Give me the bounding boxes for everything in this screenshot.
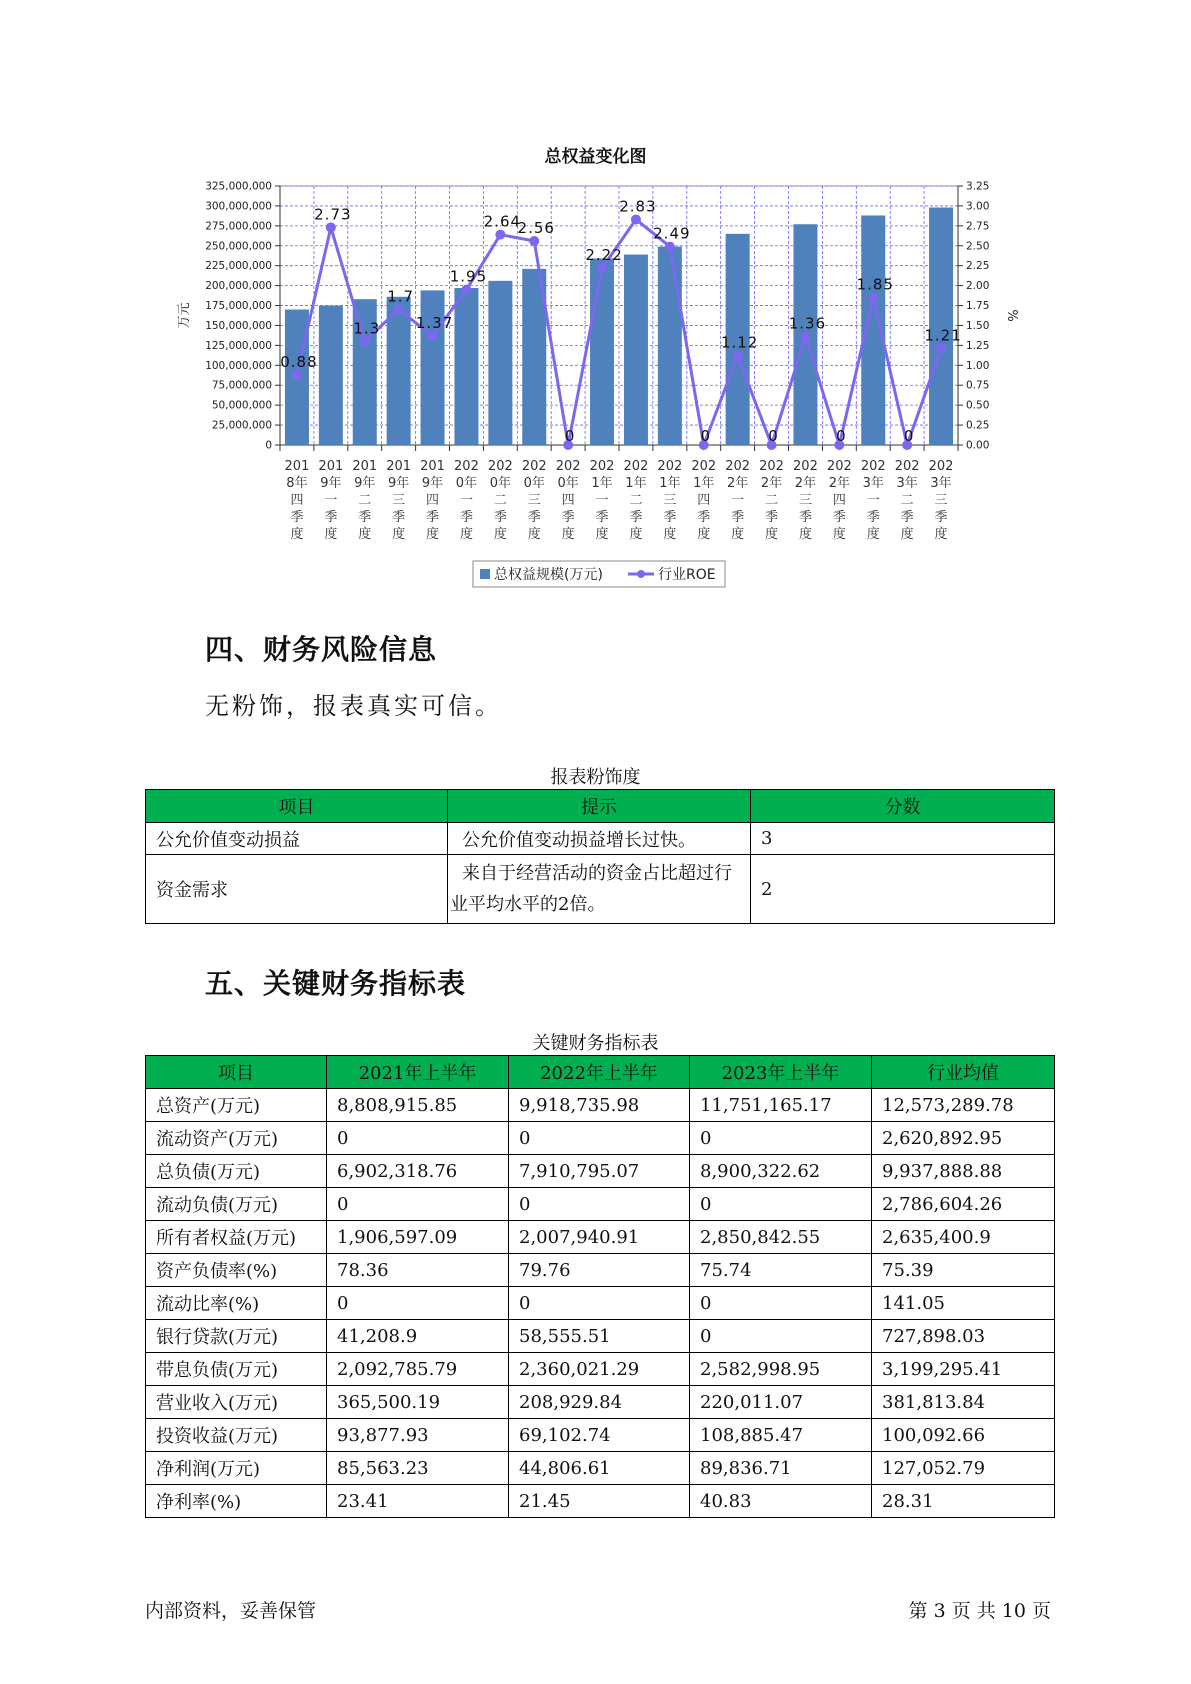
roe-point <box>631 214 641 224</box>
x-tick-label: 一 <box>459 493 473 508</box>
x-tick-label: 3年 <box>862 476 884 491</box>
x-tick-label: 三 <box>527 493 541 508</box>
roe-data-label: 1.85 <box>856 275 894 294</box>
y-tick-label: 250,000,000 <box>205 240 272 253</box>
kpi-value: 28.31 <box>872 1485 1055 1518</box>
x-tick-label: 季 <box>934 510 948 525</box>
y2-tick-label: 2.00 <box>966 280 990 293</box>
x-tick-label: 201 <box>318 459 344 474</box>
kpi-value: 44,806.61 <box>509 1452 690 1485</box>
x-tick-label: 度 <box>561 527 575 542</box>
x-tick-label: 四 <box>561 493 575 508</box>
x-tick-label: 度 <box>358 527 372 542</box>
x-tick-label: 季 <box>663 510 677 525</box>
section4-text: 无粉饰，报表真实可信。 <box>205 692 502 720</box>
roe-data-label: 1.36 <box>788 314 827 333</box>
x-tick-label: 202 <box>623 459 649 474</box>
roe-data-label: 0.88 <box>280 352 318 371</box>
legend-bar-label: 总权益规模(万元) <box>494 567 603 583</box>
kpi-value: 0 <box>327 1122 509 1155</box>
roe-data-label: 0 <box>564 427 576 445</box>
table-row <box>146 855 1055 924</box>
x-tick-label: 201 <box>284 459 310 474</box>
y2-axis-title: % <box>1004 309 1019 322</box>
kpi-value: 2,360,021.29 <box>509 1353 690 1386</box>
kpi-value: 21.45 <box>509 1485 690 1518</box>
table-row <box>146 1221 1055 1254</box>
footer-confidential: 内部资料，妥善保管 <box>145 1600 317 1622</box>
kpi-value: 2,620,892.95 <box>872 1122 1055 1155</box>
x-tick-label: 四 <box>426 493 440 508</box>
kpi-item: 流动负债(万元) <box>146 1188 327 1221</box>
x-tick-label: 1年 <box>693 476 715 491</box>
x-tick-label: 201 <box>352 459 378 474</box>
kpi-value: 2,635,400.9 <box>872 1221 1055 1254</box>
table-row <box>146 1386 1055 1419</box>
x-tick-label: 度 <box>459 527 473 542</box>
x-tick-label: 四 <box>832 493 846 508</box>
x-tick-label: 三 <box>663 493 677 508</box>
roe-point <box>733 351 743 361</box>
roe-point <box>936 344 946 354</box>
kpi-value: 2,786,604.26 <box>872 1188 1055 1221</box>
kpi-item: 投资收益(万元) <box>146 1419 327 1452</box>
y-tick-label: 25,000,000 <box>211 419 272 432</box>
risk-header-item: 项目 <box>146 790 448 823</box>
roe-data-label: 2.83 <box>619 197 657 216</box>
bar <box>658 247 682 445</box>
table-row <box>146 1122 1055 1155</box>
x-tick-label: 度 <box>697 527 711 542</box>
kpi-item: 流动比率(%) <box>146 1287 327 1320</box>
x-tick-label: 一 <box>324 493 338 508</box>
y-tick-label: 100,000,000 <box>205 359 272 372</box>
x-tick-label: 202 <box>555 459 581 474</box>
roe-data-label: 1.7 <box>387 287 415 306</box>
x-tick-label: 度 <box>900 527 914 542</box>
y-tick-label: 50,000,000 <box>211 399 272 412</box>
x-tick-label: 季 <box>358 510 372 525</box>
table-row <box>146 1320 1055 1353</box>
risk-item: 资金需求 <box>146 855 448 924</box>
x-tick-label: 0年 <box>455 476 478 491</box>
y2-tick-label: 0.25 <box>966 419 990 432</box>
kpi-value: 381,813.84 <box>872 1386 1055 1419</box>
x-tick-label: 202 <box>521 459 547 474</box>
x-tick-label: 201 <box>386 459 412 474</box>
y2-tick-label: 0.50 <box>966 399 990 412</box>
x-tick-label: 度 <box>798 527 812 542</box>
y2-tick-label: 0.75 <box>966 379 990 392</box>
x-tick-label: 1年 <box>591 476 613 491</box>
kpi-value: 0 <box>690 1122 872 1155</box>
x-tick-label: 202 <box>860 459 886 474</box>
roe-point <box>495 230 505 240</box>
x-tick-label: 0年 <box>489 476 511 491</box>
x-tick-label: 一 <box>731 493 745 508</box>
kpi-value: 12,573,289.78 <box>872 1089 1055 1122</box>
roe-point <box>800 332 810 342</box>
y-tick-label: 225,000,000 <box>205 260 272 273</box>
kpi-value: 78.36 <box>327 1254 509 1287</box>
kpi-value: 0 <box>327 1287 509 1320</box>
x-tick-label: 季 <box>493 510 507 525</box>
x-tick-label: 201 <box>420 459 445 474</box>
x-tick-label: 202 <box>589 459 615 474</box>
kpi-value: 9,918,735.98 <box>509 1089 690 1122</box>
y2-tick-label: 0.00 <box>966 439 990 452</box>
x-tick-label: 季 <box>290 510 304 525</box>
x-tick-label: 度 <box>527 527 541 542</box>
x-tick-label: 度 <box>290 527 304 542</box>
kpi-value: 23.41 <box>327 1485 509 1518</box>
roe-data-label: 1.37 <box>415 313 454 332</box>
y-tick-label: 125,000,000 <box>205 339 272 352</box>
risk-score: 2 <box>751 855 1055 924</box>
kpi-table <box>145 1055 1055 1518</box>
x-tick-label: 度 <box>392 527 406 542</box>
x-tick-label: 度 <box>324 527 338 542</box>
x-tick-label: 202 <box>657 459 683 474</box>
x-tick-label: 202 <box>894 459 920 474</box>
x-tick-label: 3年 <box>896 476 918 491</box>
equity-chart <box>0 0 1191 600</box>
x-tick-label: 202 <box>725 459 751 474</box>
kpi-value: 0 <box>509 1287 690 1320</box>
kpi-value: 727,898.03 <box>872 1320 1055 1353</box>
x-tick-label: 0年 <box>523 476 545 491</box>
x-tick-label: 三 <box>392 493 406 508</box>
x-tick-label: 三 <box>798 493 812 508</box>
risk-header-hint: 提示 <box>448 790 751 823</box>
x-tick-label: 季 <box>595 510 609 525</box>
roe-point <box>326 222 336 232</box>
x-tick-label: 度 <box>629 527 643 542</box>
x-tick-label: 9年 <box>354 476 376 491</box>
x-tick-label: 202 <box>928 459 954 474</box>
roe-data-label: 1.3 <box>353 319 381 338</box>
kpi-value: 75.74 <box>690 1254 872 1287</box>
roe-point <box>394 305 404 315</box>
roe-point <box>292 370 302 380</box>
roe-point <box>597 263 607 273</box>
x-tick-label: 度 <box>731 527 745 542</box>
x-tick-label: 0年 <box>557 476 579 491</box>
risk-hint: 公允价值变动损益增长过快。 <box>448 823 751 855</box>
section4-heading: 四、财务风险信息 <box>205 633 438 666</box>
risk-header-score: 分数 <box>751 790 1055 823</box>
x-tick-label: 202 <box>487 459 513 474</box>
x-tick-label: 9年 <box>421 476 444 491</box>
kpi-value: 1,906,597.09 <box>327 1221 509 1254</box>
roe-data-label: 0 <box>903 427 915 445</box>
y2-tick-label: 1.00 <box>966 359 990 372</box>
x-tick-label: 2年 <box>828 476 850 491</box>
kpi-header-2022: 2022年上半年 <box>509 1056 690 1089</box>
roe-data-label: 0 <box>768 427 779 445</box>
x-tick-label: 1年 <box>625 476 647 491</box>
x-tick-label: 季 <box>832 510 846 525</box>
x-tick-label: 1年 <box>659 476 681 491</box>
x-tick-label: 一 <box>866 493 880 508</box>
x-tick-label: 度 <box>595 527 609 542</box>
roe-data-label: 0 <box>700 427 712 445</box>
y-tick-label: 150,000,000 <box>205 319 272 332</box>
x-tick-label: 季 <box>765 510 779 525</box>
roe-data-label: 2.64 <box>483 212 522 231</box>
x-tick-label: 二 <box>629 493 643 508</box>
x-tick-label: 季 <box>629 510 643 525</box>
kpi-value: 0 <box>690 1320 872 1353</box>
risk-item: 公允价值变动损益 <box>146 823 448 855</box>
table-row <box>146 1353 1055 1386</box>
kpi-value: 0 <box>690 1287 872 1320</box>
x-tick-label: 季 <box>866 510 880 525</box>
kpi-value: 0 <box>690 1188 872 1221</box>
x-tick-label: 二 <box>358 493 372 508</box>
y-tick-label: 275,000,000 <box>205 220 272 233</box>
x-tick-label: 202 <box>793 459 818 474</box>
footer-page-number: 第 3 页 共 10 页 <box>908 1600 1051 1622</box>
roe-data-label: 2.56 <box>517 218 555 237</box>
kpi-item: 总资产(万元) <box>146 1089 327 1122</box>
roe-data-label: 0 <box>836 427 847 445</box>
kpi-value: 7,910,795.07 <box>509 1155 690 1188</box>
roe-point <box>665 242 675 252</box>
y-axis-title: 万元 <box>177 302 192 329</box>
kpi-value: 127,052.79 <box>872 1452 1055 1485</box>
kpi-value: 220,011.07 <box>690 1386 872 1419</box>
bar <box>624 255 648 445</box>
kpi-value: 85,563.23 <box>327 1452 509 1485</box>
kpi-value: 9,937,888.88 <box>872 1155 1055 1188</box>
table-row <box>146 1419 1055 1452</box>
x-tick-label: 9年 <box>320 476 342 491</box>
risk-table-caption: 报表粉饰度 <box>550 767 641 788</box>
table-row <box>146 1485 1055 1518</box>
x-tick-label: 二 <box>765 493 779 508</box>
y2-tick-label: 2.25 <box>966 260 990 273</box>
x-tick-label: 季 <box>561 510 575 525</box>
x-tick-label: 度 <box>663 527 677 542</box>
kpi-item: 总负债(万元) <box>146 1155 327 1188</box>
risk-hint: 来自于经营活动的资金占比超过行业平均水平的2倍。 <box>448 855 751 924</box>
legend-line-label: 行业ROE <box>658 567 716 583</box>
roe-data-label: 1.21 <box>924 326 962 345</box>
table-row <box>146 1287 1055 1320</box>
x-tick-label: 3年 <box>930 476 952 491</box>
kpi-item: 净利润(万元) <box>146 1452 327 1485</box>
x-tick-label: 度 <box>934 527 948 542</box>
y-tick-label: 75,000,000 <box>211 379 272 392</box>
kpi-value: 11,751,165.17 <box>690 1089 872 1122</box>
roe-point <box>428 331 438 341</box>
kpi-item: 营业收入(万元) <box>146 1386 327 1419</box>
x-tick-label: 度 <box>493 527 507 542</box>
y2-tick-label: 1.25 <box>966 339 990 352</box>
kpi-value: 75.39 <box>872 1254 1055 1287</box>
y2-tick-label: 3.25 <box>966 180 990 193</box>
x-tick-label: 度 <box>832 527 846 542</box>
table-row <box>146 1155 1055 1188</box>
table-row <box>146 1089 1055 1122</box>
y2-tick-label: 2.50 <box>966 240 990 253</box>
y2-tick-label: 1.50 <box>966 319 990 332</box>
x-tick-label: 季 <box>392 510 406 525</box>
kpi-value: 89,836.71 <box>690 1452 872 1485</box>
x-tick-label: 一 <box>595 493 609 508</box>
kpi-value: 108,885.47 <box>690 1419 872 1452</box>
x-tick-label: 季 <box>459 510 473 525</box>
kpi-item: 带息负债(万元) <box>146 1353 327 1386</box>
y2-tick-label: 1.75 <box>966 300 990 313</box>
kpi-value: 8,808,915.85 <box>327 1089 509 1122</box>
kpi-value: 2,092,785.79 <box>327 1353 509 1386</box>
y2-tick-label: 2.75 <box>966 220 990 233</box>
x-tick-label: 季 <box>731 510 745 525</box>
kpi-item: 所有者权益(万元) <box>146 1221 327 1254</box>
kpi-value: 2,582,998.95 <box>690 1353 872 1386</box>
x-tick-label: 202 <box>454 459 479 474</box>
kpi-item: 净利率(%) <box>146 1485 327 1518</box>
x-tick-label: 度 <box>765 527 779 542</box>
kpi-value: 208,929.84 <box>509 1386 690 1419</box>
x-tick-label: 202 <box>826 459 852 474</box>
kpi-value: 365,500.19 <box>327 1386 509 1419</box>
legend-bar-swatch <box>480 569 490 579</box>
roe-data-label: 2.22 <box>585 246 623 265</box>
kpi-value: 58,555.51 <box>509 1320 690 1353</box>
x-tick-label: 三 <box>934 493 948 508</box>
x-tick-label: 季 <box>426 510 440 525</box>
kpi-item: 流动资产(万元) <box>146 1122 327 1155</box>
x-tick-label: 季 <box>527 510 541 525</box>
kpi-item: 资产负债率(%) <box>146 1254 327 1287</box>
x-tick-label: 四 <box>697 493 711 508</box>
legend-line-marker <box>637 570 645 578</box>
chart-title: 总权益变化图 <box>544 147 647 167</box>
x-tick-label: 四 <box>290 493 304 508</box>
roe-point <box>360 336 370 346</box>
kpi-header-item: 项目 <box>146 1056 327 1089</box>
risk-score: 3 <box>751 823 1055 855</box>
bar <box>590 259 614 445</box>
x-tick-label: 度 <box>866 527 880 542</box>
kpi-value: 41,208.9 <box>327 1320 509 1353</box>
kpi-item: 银行贷款(万元) <box>146 1320 327 1353</box>
x-tick-label: 8年 <box>286 476 308 491</box>
kpi-header-industry: 行业均值 <box>872 1056 1055 1089</box>
kpi-header-2021: 2021年上半年 <box>327 1056 509 1089</box>
y2-tick-label: 3.00 <box>966 200 990 213</box>
bar <box>488 281 512 445</box>
kpi-value: 40.83 <box>690 1485 872 1518</box>
kpi-value: 0 <box>509 1122 690 1155</box>
x-tick-label: 季 <box>697 510 711 525</box>
kpi-value: 2,007,940.91 <box>509 1221 690 1254</box>
roe-point <box>529 236 539 246</box>
y-tick-label: 0 <box>265 439 272 452</box>
table-row <box>146 1452 1055 1485</box>
x-tick-label: 202 <box>759 459 784 474</box>
x-tick-label: 季 <box>798 510 812 525</box>
kpi-header-2023: 2023年上半年 <box>690 1056 872 1089</box>
table-row <box>146 823 1055 855</box>
risk-table <box>145 789 1055 924</box>
kpi-table-caption: 关键财务指标表 <box>532 1033 659 1054</box>
kpi-value: 93,877.93 <box>327 1419 509 1452</box>
kpi-value: 141.05 <box>872 1287 1055 1320</box>
kpi-value: 3,199,295.41 <box>872 1353 1055 1386</box>
x-tick-label: 2年 <box>727 476 749 491</box>
x-tick-label: 度 <box>426 527 440 542</box>
kpi-value: 0 <box>509 1188 690 1221</box>
roe-point <box>868 293 878 303</box>
table-row <box>146 1188 1055 1221</box>
x-tick-label: 202 <box>691 459 717 474</box>
roe-point <box>461 285 471 295</box>
y-tick-label: 200,000,000 <box>205 280 272 293</box>
roe-data-label: 2.49 <box>653 224 691 243</box>
section5-heading: 五、关键财务指标表 <box>205 967 467 1000</box>
table-row <box>146 1254 1055 1287</box>
x-tick-label: 2年 <box>794 476 817 491</box>
kpi-value: 100,092.66 <box>872 1419 1055 1452</box>
kpi-value: 79.76 <box>509 1254 690 1287</box>
x-tick-label: 季 <box>324 510 338 525</box>
y-tick-label: 325,000,000 <box>205 180 272 193</box>
x-tick-label: 2年 <box>760 476 783 491</box>
x-tick-label: 二 <box>900 493 914 508</box>
y-tick-label: 300,000,000 <box>205 200 272 213</box>
x-tick-label: 季 <box>900 510 914 525</box>
kpi-value: 8,900,322.62 <box>690 1155 872 1188</box>
roe-data-label: 2.73 <box>314 205 352 224</box>
kpi-value: 69,102.74 <box>509 1419 690 1452</box>
roe-data-label: 1.12 <box>720 333 759 352</box>
x-tick-label: 9年 <box>388 476 410 491</box>
kpi-value: 0 <box>327 1188 509 1221</box>
kpi-value: 2,850,842.55 <box>690 1221 872 1254</box>
x-tick-label: 二 <box>493 493 507 508</box>
roe-data-label: 1.95 <box>449 267 488 286</box>
bar <box>319 306 343 445</box>
bar <box>454 288 478 445</box>
y-tick-label: 175,000,000 <box>205 300 272 313</box>
kpi-value: 6,902,318.76 <box>327 1155 509 1188</box>
